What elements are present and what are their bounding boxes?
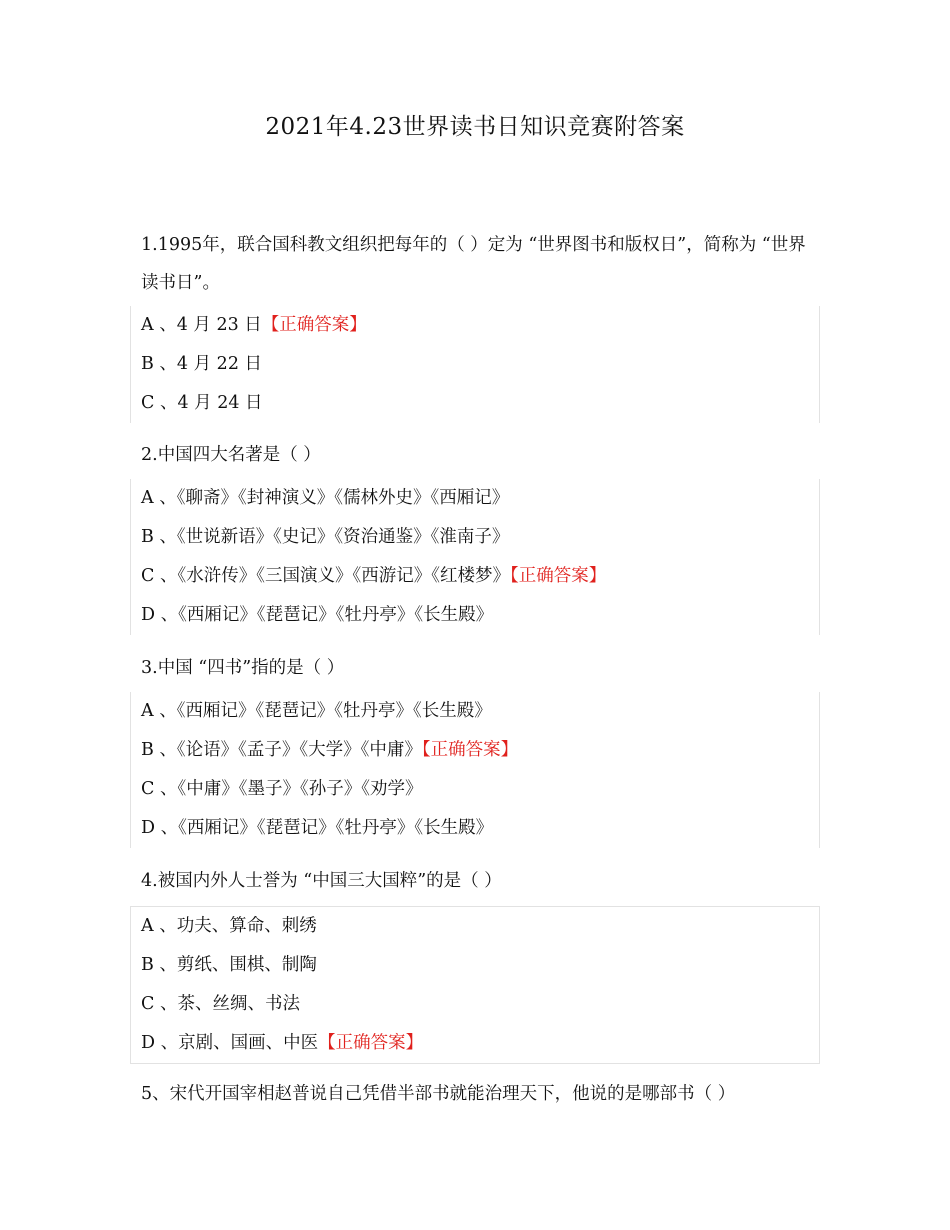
option-row — [131, 692, 819, 731]
option-text: C 、4 月 24 日 — [141, 393, 263, 413]
correct-answer-tag: 【正确答案】 — [421, 740, 519, 760]
question-3-text: 3.中国 “四书”指的是（ ） — [141, 658, 345, 678]
option-row — [131, 479, 819, 518]
option-row — [131, 946, 819, 985]
option-text: C 、《中庸》《墨子》《孙子》《劝学》 — [141, 779, 423, 799]
option-row — [131, 596, 819, 635]
option-row — [131, 809, 819, 848]
option-row — [131, 557, 819, 596]
option-text: D 、《西厢记》《琵琶记》《牡丹亭》《长生殿》 — [141, 818, 494, 838]
option-row — [131, 518, 819, 557]
page-title: 2021年4.23世界读书日知识竞赛附答案 — [265, 114, 685, 140]
question-2-options — [130, 479, 820, 635]
question-2-text: 2.中国四大名著是（ ） — [141, 445, 321, 465]
option-text: B 、剪纸、围棋、制陶 — [141, 955, 317, 975]
correct-answer-tag: 【正确答案】 — [261, 315, 367, 335]
option-text: D 、《西厢记》《琵琶记》《牡丹亭》《长生殿》 — [141, 605, 494, 625]
option-row — [131, 985, 819, 1024]
option-text: B 、《论语》《孟子》《大学》《中庸》 — [141, 740, 422, 760]
option-row — [131, 306, 819, 345]
question-3-options — [130, 692, 820, 848]
option-row — [131, 1024, 819, 1063]
option-text: D 、京剧、国画、中医 — [141, 1033, 319, 1053]
option-row — [131, 384, 819, 423]
option-text: C 、《水浒传》《三国演义》《西游记》《红楼梦》 — [141, 566, 510, 586]
option-row — [131, 770, 819, 809]
question-4-options — [130, 906, 820, 1064]
correct-answer-tag: 【正确答案】 — [318, 1033, 424, 1053]
correct-answer-tag: 【正确答案】 — [509, 566, 607, 586]
option-text: C 、茶、丝绸、书法 — [141, 994, 300, 1014]
option-text: A 、《西厢记》《琵琶记》《牡丹亭》《长生殿》 — [141, 701, 492, 721]
option-text: A 、4 月 23 日 — [141, 315, 262, 335]
option-text: A 、《聊斋》《封神演义》《儒林外史》《西厢记》 — [141, 488, 510, 508]
option-row — [131, 907, 819, 946]
option-row — [131, 731, 819, 770]
question-5-text: 5、宋代开国宰相赵普说自己凭借半部书就能治理天下，他说的是哪部书（ ） — [141, 1084, 736, 1104]
option-text: B 、4 月 22 日 — [141, 354, 263, 374]
option-text: B 、《世说新语》《史记》《资治通鉴》《淮南子》 — [141, 527, 510, 547]
question-1-text: 1.1995年，联合国科教文组织把每年的（ ）定为 “世界图书和版权日”，简称为 “世界读书日”。 — [141, 235, 806, 293]
question-1-options — [130, 306, 820, 423]
option-row — [131, 345, 819, 384]
option-text: A 、功夫、算命、刺绣 — [141, 916, 317, 936]
question-4-text: 4.被国内外人士誉为 “中国三大国粹”的是（ ） — [141, 871, 502, 891]
